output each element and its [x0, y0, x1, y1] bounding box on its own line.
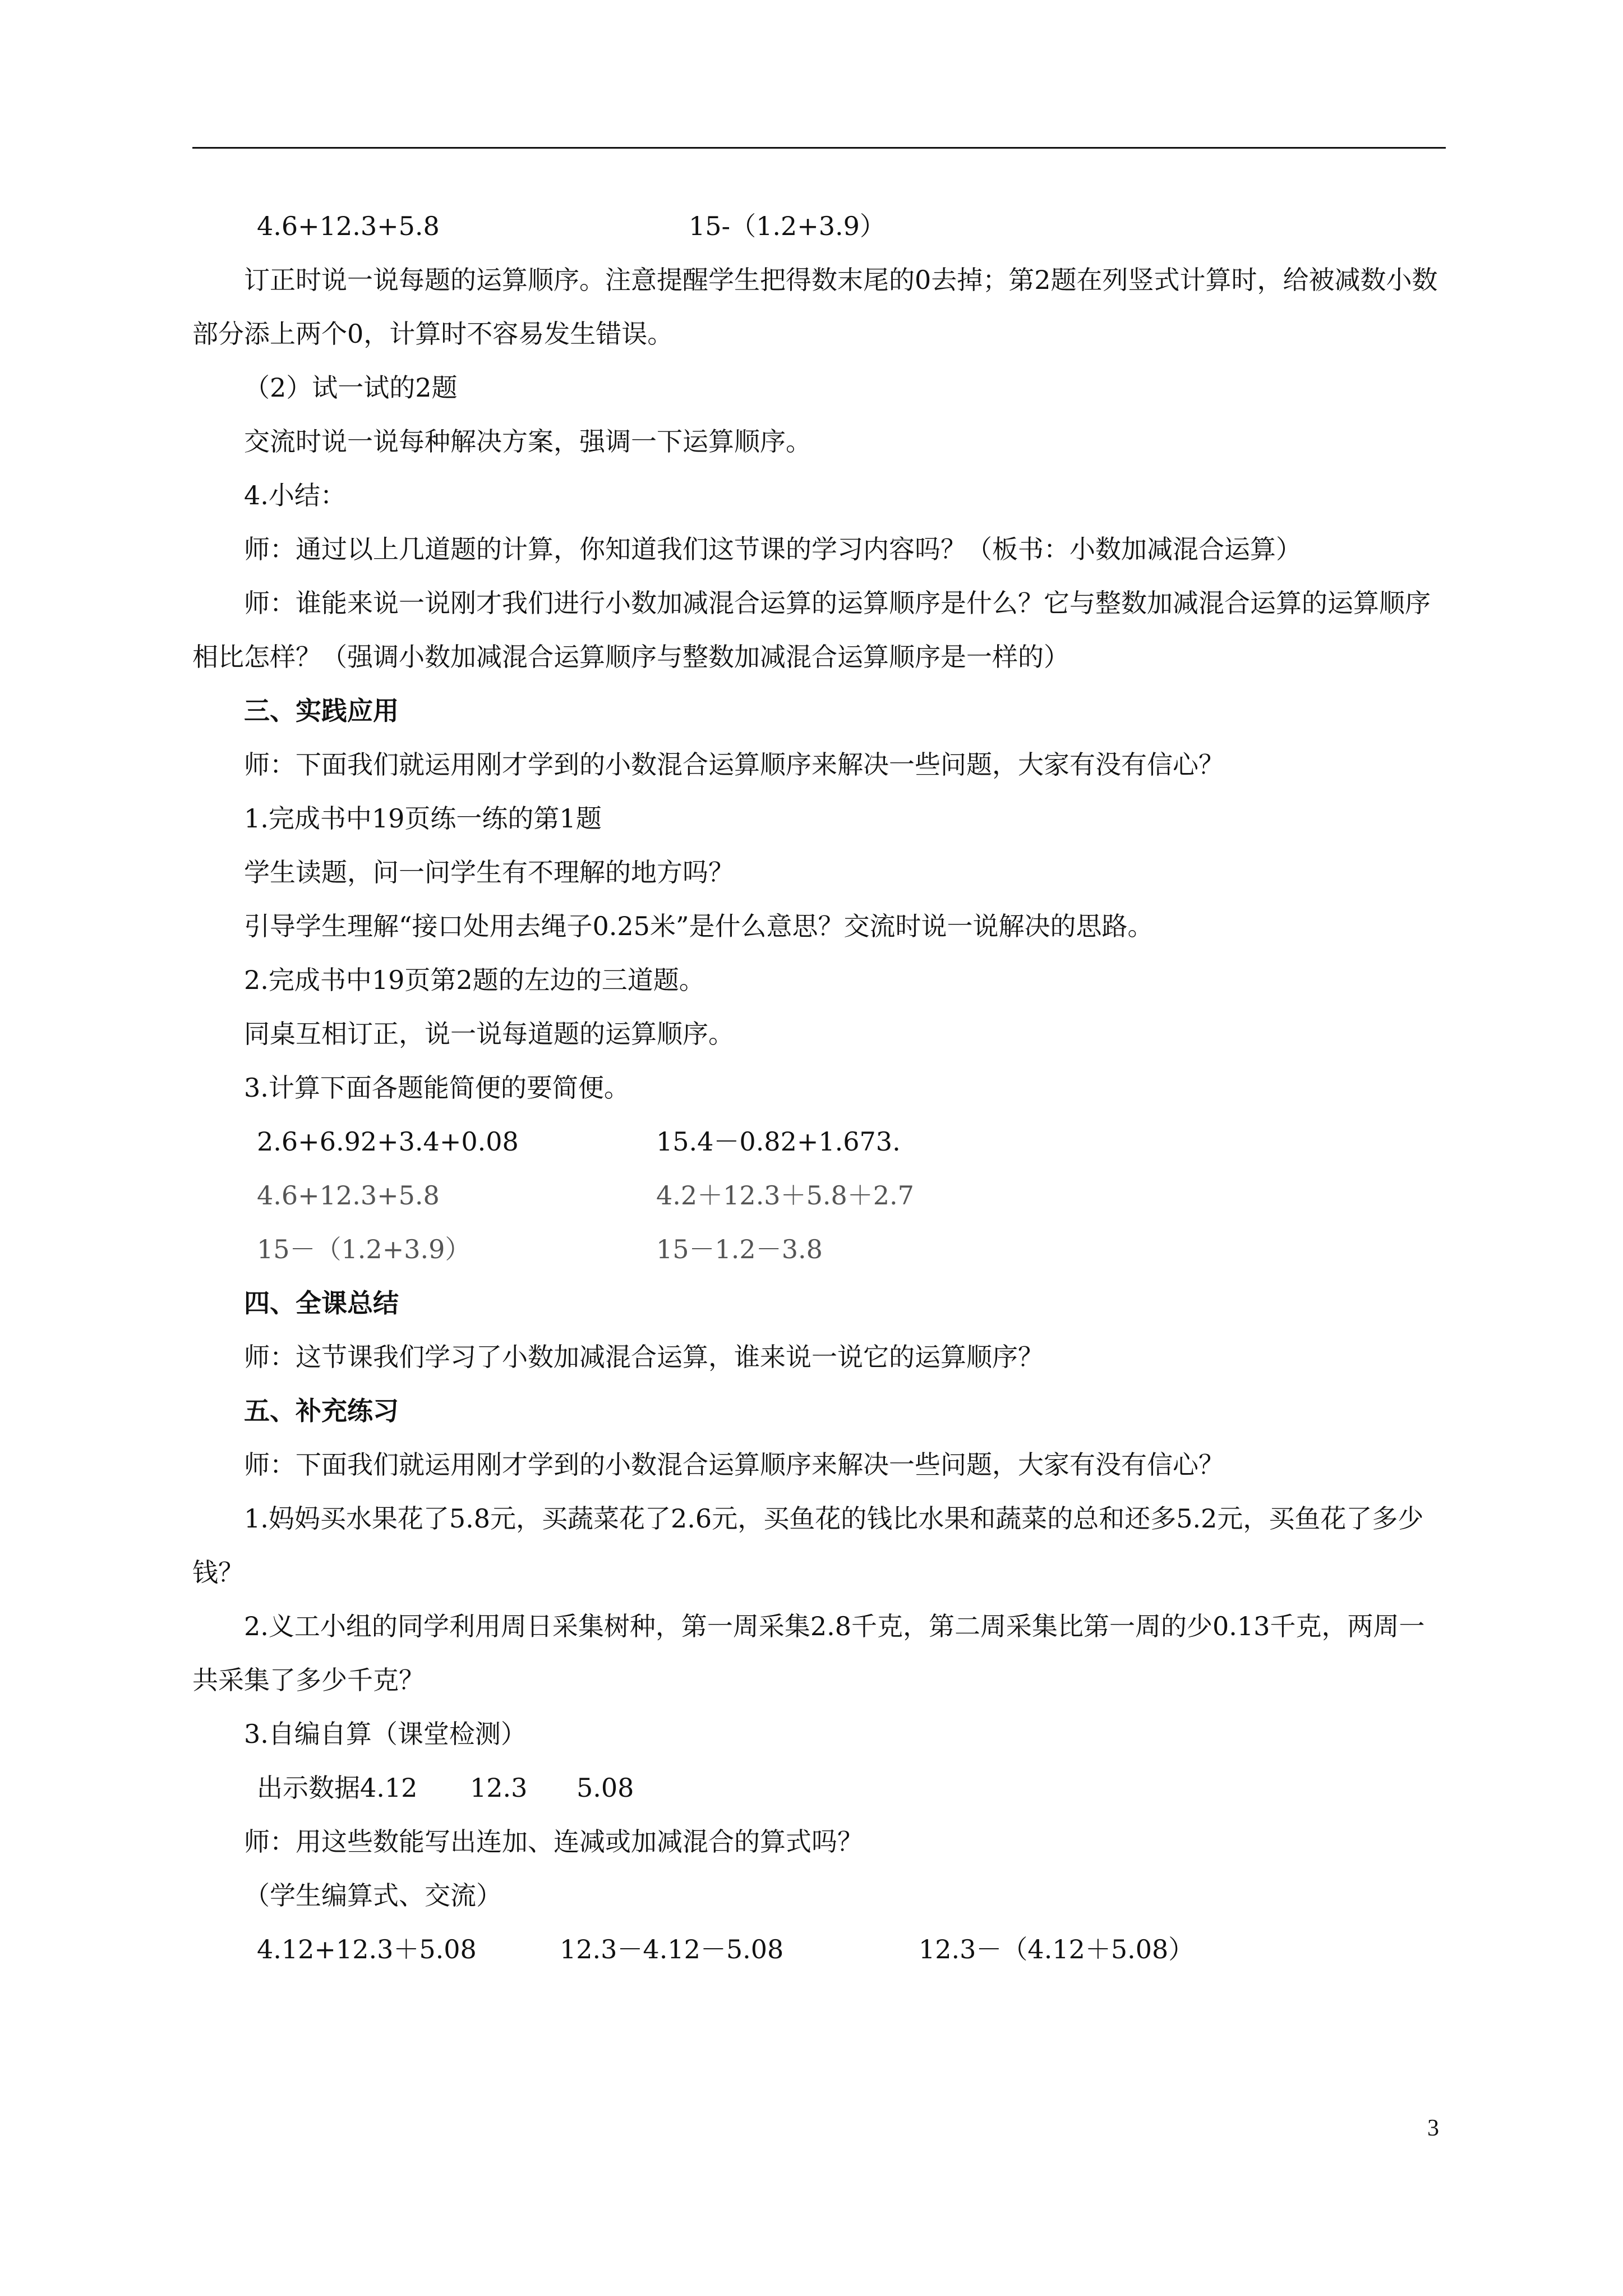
header-rule — [192, 147, 1446, 149]
expression: 4.12+12.3＋5.08 — [257, 1934, 477, 1964]
expression: 2.6+6.92+3.4+0.08 — [257, 1126, 519, 1157]
paragraph: 4.小结： — [244, 480, 346, 510]
paragraph: 1.完成书中19页练一练的第1题 — [244, 803, 602, 834]
paragraph: 3.计算下面各题能简便的要简便。 — [244, 1073, 630, 1103]
paragraph: 师：这节课我们学习了小数加减混合运算，谁来说一说它的运算顺序？ — [244, 1342, 1044, 1372]
paragraph: （2）试一试的2题 — [244, 372, 458, 403]
expression: 12.3－（4.12＋5.08） — [919, 1934, 1195, 1964]
section-heading: 四、全课总结 — [244, 1288, 399, 1318]
expression: 12.3 — [470, 1773, 528, 1803]
expression: 4.6+12.3+5.8 — [257, 1180, 440, 1211]
expression: 15－（1.2+3.9） — [257, 1234, 471, 1264]
paragraph: 师：下面我们就运用刚才学到的小数混合运算顺序来解决一些问题，大家有没有信心？ — [244, 749, 1224, 780]
paragraph: 师：通过以上几道题的计算，你知道我们这节课的学习内容吗？（板书：小数加减混合运算） — [244, 534, 1302, 564]
paragraph: 交流时说一说每种解决方案，强调一下运算顺序。 — [244, 426, 811, 457]
paragraph: 1.妈妈买水果花了5.8元，买蔬菜花了2.6元，买鱼花的钱比水果和蔬菜的总和还多5.2元，买鱼花了多少钱？ — [192, 1503, 1424, 1588]
paragraph: 3.自编自算（课堂检测） — [244, 1719, 527, 1749]
paragraph: 引导学生理解“接口处用去绳子0.25米”是什么意思？交流时说一说解决的思路。 — [244, 911, 1154, 941]
paragraph: 学生读题，问一问学生有不理解的地方吗？ — [244, 857, 734, 887]
expression-row — [192, 199, 1446, 253]
page-number: 3 — [1427, 2115, 1439, 2141]
expression: 4.6+12.3+5.8 — [257, 211, 440, 241]
document-body — [192, 199, 1446, 1976]
paragraph: 2.完成书中19页第2题的左边的三道题。 — [244, 965, 705, 995]
paragraph: 师：用这些数能写出连加、连减或加减混合的算式吗？ — [244, 1826, 863, 1857]
expression-row — [192, 1222, 1446, 1276]
paragraph: 2.义工小组的同学利用周日采集树种，第一周采集2.8千克，第二周采集比第一周的少0.13千克，两周一共采集了多少千克？ — [192, 1611, 1425, 1695]
paragraph: 订正时说一说每题的运算顺序。注意提醒学生把得数末尾的0去掉；第2题在列竖式计算时，给被减数小数部分添上两个0，计算时不容易发生错误。 — [192, 265, 1438, 349]
expression-row — [192, 1115, 1446, 1168]
expression-row — [192, 1168, 1446, 1222]
paragraph: 师：谁能来说一说刚才我们进行小数加减混合运算的运算顺序是什么？它与整数加减混合运算的运算顺序相比怎样？（强调小数加减混合运算顺序与整数加减混合运算顺序是一样的） — [192, 588, 1431, 672]
expression: 15-（1.2+3.9） — [689, 211, 886, 241]
section-heading: 三、实践应用 — [244, 696, 399, 726]
paragraph: 同桌互相订正，说一说每道题的运算顺序。 — [244, 1019, 734, 1049]
expression-row — [192, 1922, 1446, 1976]
expression: 5.08 — [577, 1773, 634, 1803]
section-heading: 五、补充练习 — [244, 1396, 399, 1426]
expression: 12.3－4.12－5.08 — [560, 1934, 784, 1964]
paragraph: 师：下面我们就运用刚才学到的小数混合运算顺序来解决一些问题，大家有没有信心？ — [244, 1450, 1224, 1480]
expression-row — [192, 1761, 1446, 1815]
expression: 4.2＋12.3＋5.8＋2.7 — [656, 1180, 914, 1211]
paragraph: （学生编算式、交流） — [244, 1880, 502, 1911]
expression: 15－1.2－3.8 — [656, 1234, 823, 1264]
expression: 出示数据4.12 — [257, 1773, 418, 1803]
expression: 15.4－0.82+1.673. — [656, 1126, 901, 1157]
